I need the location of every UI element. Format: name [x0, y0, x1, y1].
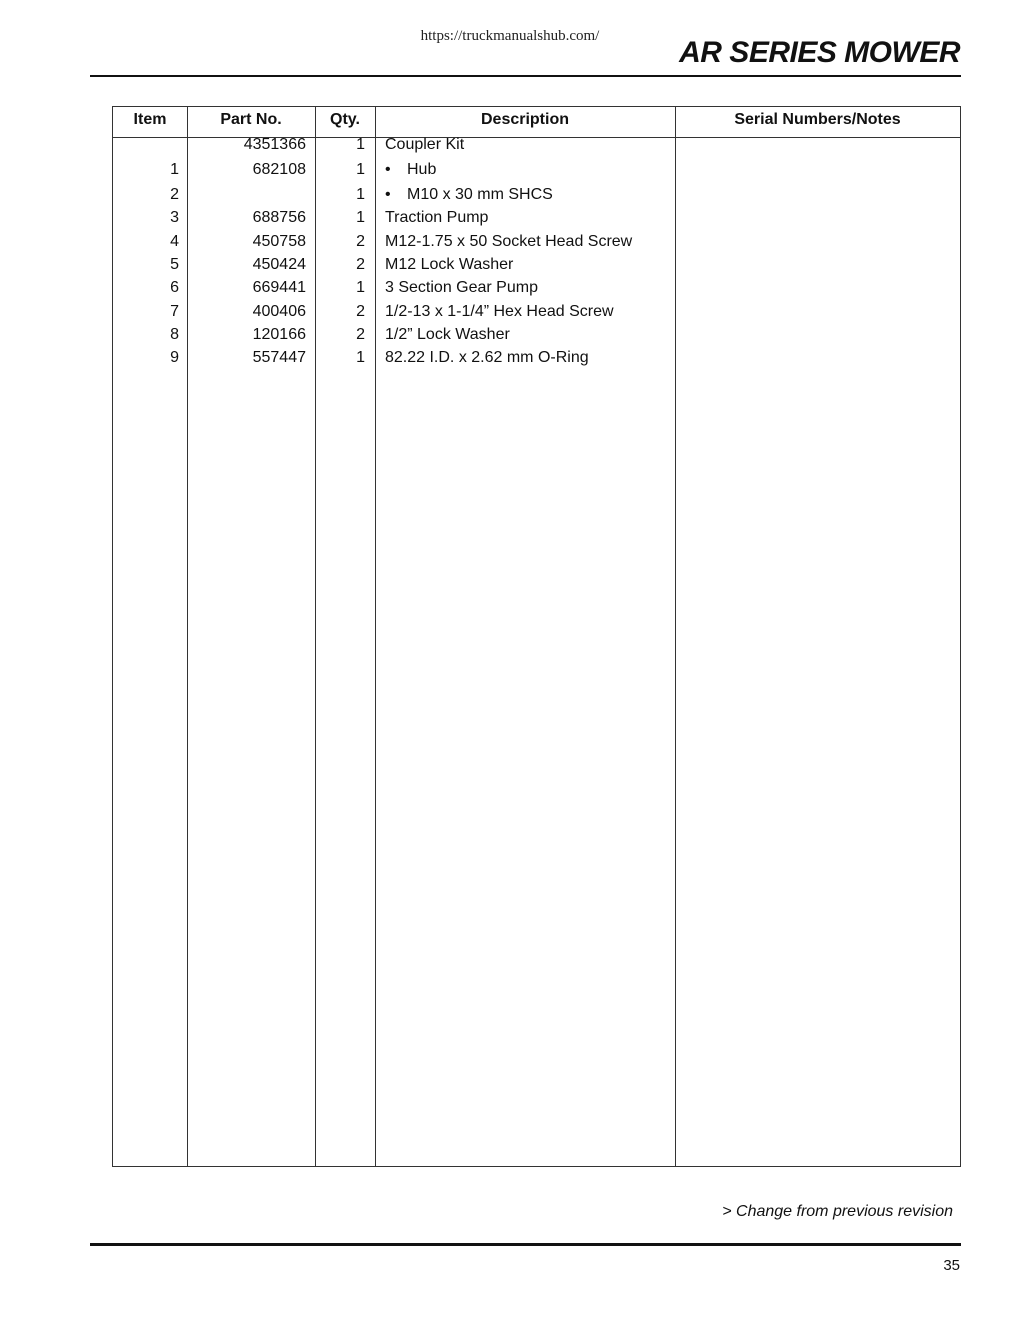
quantity: 2: [356, 233, 365, 250]
column-header-notes: Serial Numbers/Notes: [734, 111, 901, 128]
description-text: 1/2” Lock Washer: [385, 326, 510, 343]
quantity: 1: [356, 136, 365, 153]
quantity: 1: [356, 349, 365, 366]
parts-table: [112, 106, 961, 1167]
item-number: 8: [170, 326, 179, 343]
part-number: 682108: [252, 161, 306, 178]
table-row: [113, 303, 960, 325]
table-row: [113, 326, 960, 348]
table-row: [113, 136, 960, 158]
description-cell: [385, 256, 675, 274]
description-cell: [385, 326, 675, 344]
part-number: 557447: [252, 349, 306, 366]
page-number: 35: [943, 1257, 960, 1274]
bullet-icon: •: [385, 161, 391, 178]
item-number: 9: [170, 349, 179, 366]
quantity: 2: [356, 256, 365, 273]
document-title: AR SERIES MOWER: [679, 36, 960, 69]
part-number: 4351366: [243, 136, 306, 153]
item-number: 2: [170, 186, 179, 203]
description-text: M12-1.75 x 50 Socket Head Screw: [385, 233, 633, 250]
description-text: Traction Pump: [385, 209, 489, 226]
description-text: 1/2-13 x 1-1/4” Hex Head Screw: [385, 303, 614, 320]
part-number: 450424: [252, 256, 306, 273]
part-number: 669441: [252, 279, 306, 296]
description-cell: [385, 161, 675, 179]
item-number: 7: [170, 303, 179, 320]
quantity: 1: [356, 279, 365, 296]
description-cell: [385, 349, 675, 367]
column-header-qty: Qty.: [330, 111, 360, 128]
description-text: M12 Lock Washer: [385, 256, 514, 273]
column-header-item: Item: [133, 111, 167, 128]
description-text: Coupler Kit: [385, 136, 465, 153]
description-text: Hub: [407, 161, 437, 178]
quantity: 1: [356, 161, 365, 178]
item-number: 6: [170, 279, 179, 296]
description-cell: [385, 136, 675, 154]
item-number: 1: [170, 161, 179, 178]
description-cell: [385, 279, 675, 297]
table-row: [113, 349, 960, 371]
quantity: 1: [356, 209, 365, 226]
quantity: 1: [356, 186, 365, 203]
bullet-icon: •: [385, 186, 391, 203]
description-cell: [385, 186, 675, 204]
table-row: [113, 233, 960, 255]
part-number: 450758: [252, 233, 306, 250]
table-row: [113, 256, 960, 278]
quantity: 2: [356, 303, 365, 320]
description-cell: [385, 233, 675, 251]
footer-rule: [90, 1243, 961, 1246]
column-header-description: Description: [480, 111, 569, 128]
description-text: M10 x 30 mm SHCS: [407, 186, 553, 203]
description-cell: [385, 303, 675, 321]
quantity: 2: [356, 326, 365, 343]
part-number: 120166: [252, 326, 306, 343]
item-number: 5: [170, 256, 179, 273]
table-row: [113, 161, 960, 183]
part-number: 688756: [252, 209, 306, 226]
header-rule: [90, 75, 961, 77]
table-row: [113, 186, 960, 208]
revision-note: > Change from previous revision: [722, 1203, 953, 1220]
table-row: [113, 279, 960, 301]
description-text: 3 Section Gear Pump: [385, 279, 538, 296]
item-number: 4: [170, 233, 179, 250]
table-row: [113, 209, 960, 231]
source-url: https://truckmanualshub.com/: [420, 28, 600, 44]
description-text: 82.22 I.D. x 2.62 mm O-Ring: [385, 349, 589, 366]
item-number: 3: [170, 209, 179, 226]
description-cell: [385, 209, 675, 227]
column-header-part-no: Part No.: [220, 111, 282, 128]
part-number: 400406: [252, 303, 306, 320]
